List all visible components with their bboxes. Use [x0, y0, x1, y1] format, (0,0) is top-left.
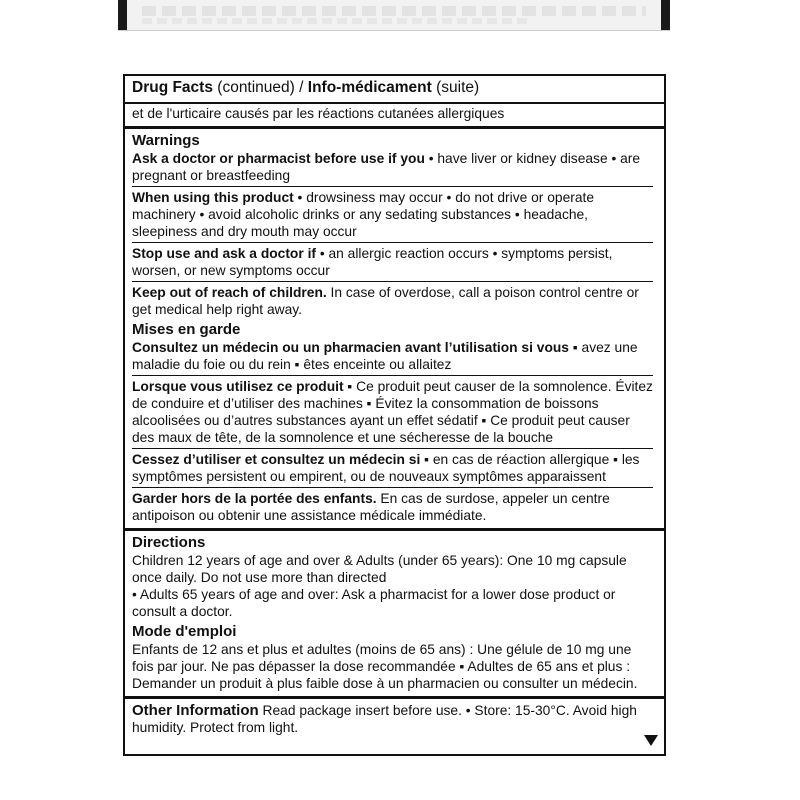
other-information: [132, 702, 653, 736]
warning-text: • an allergic reaction occurs • symptoms persist, worsen, or new symptoms occur: [132, 246, 613, 278]
warning-lead: When using this product: [132, 190, 294, 205]
directions-section: [125, 534, 664, 699]
other-information-text: Read package insert before use. • Store: 15-30°C. Avoid high humidity. Protect from light.: [132, 703, 637, 735]
warning-lead: Stop use and ask a doctor if: [132, 246, 316, 261]
mise-text: ▪ avez une maladie du foie ou du rein ▪ êtes enceinte ou allaitez: [132, 340, 638, 372]
info-medicament-title: Info-médicament: [307, 79, 432, 96]
warning-lead: Keep out of reach of children.: [132, 285, 327, 300]
carton-edge-left: [118, 0, 127, 30]
warning-keep-out-of-reach: [132, 284, 653, 318]
warning-ask-doctor: [132, 150, 653, 187]
warnings-section: [125, 132, 664, 318]
warning-when-using: [132, 189, 653, 243]
mise-lead: Lorsque vous utilisez ce produit: [132, 379, 344, 394]
mise-text: ▪ en cas de réaction allergique ▪ les symptômes persistent ou empirent, ou de nouveaux symptômes apparaissent: [132, 452, 640, 484]
mise-cessez: [132, 451, 653, 488]
header-slash: /: [299, 79, 304, 96]
faint-print-through: [142, 6, 646, 16]
uses-continuation: et de l'urticaire causés par les réactions cutanées allergiques: [125, 104, 664, 129]
mode-emploi-text: Enfants de 12 ans et plus et adultes (moins de 65 ans) : Une gélule de 10 mg une fois par jour. Ne pas dépasser la dose recommandée ▪ Adultes de 65 ans et plus : Demander un produit à plus faible dose à un pharmacien ou consulter un médecin.: [132, 642, 638, 691]
mises-en-garde-section: [125, 321, 664, 531]
suite-label: (suite): [436, 79, 480, 96]
drug-facts-header: [125, 76, 664, 104]
mise-consultez: [132, 339, 653, 376]
other-information-title: Other Information: [132, 702, 259, 719]
mode-emploi-title: Mode d'emploi: [132, 623, 237, 640]
other-information-section: [125, 702, 664, 736]
mise-lead: Consultez un médecin ou un pharmacien avant l’utilisation si vous: [132, 340, 569, 355]
mise-lorsque: [132, 378, 653, 449]
mises-en-garde-title: Mises en garde: [132, 321, 241, 338]
warning-text: • have liver or kidney disease • are pregnant or breastfeeding: [132, 151, 641, 183]
mise-lead: Garder hors de la portée des enfants.: [132, 491, 377, 506]
warning-lead: Ask a doctor or pharmacist before use if you: [132, 151, 425, 166]
directions-line-2: • Adults 65 years of age and over: Ask a pharmacist for a lower dose product or consult a doctor.: [132, 587, 616, 619]
continued-arrow-icon: [644, 735, 658, 746]
continued-label: (continued): [217, 79, 295, 96]
mise-text: ▪ Ce produit peut causer de la somnolence. Évitez de conduire et d’utiliser des machines ▪ Évitez la consommation de boissons alcoolisées ou d’autres substances ayant un effet sédatif ▪ Ce produit peut causer des maux de tête, de la somnolence et une sécheresse de la bouche: [132, 379, 653, 445]
directions-line-1: Children 12 years of age and over & Adults (under 65 years): One 10 mg capsule once daily. Do not use more than directed: [132, 553, 627, 585]
warning-text: In case of overdose, call a poison control centre or get medical help right away.: [132, 285, 639, 317]
carton-edge-right: [661, 0, 670, 30]
directions-title: Directions: [132, 534, 206, 551]
mise-text: En cas de surdose, appeler un centre antipoison ou obtenir une assistance médicale immédiate.: [132, 491, 610, 523]
mise-lead: Cessez d’utiliser et consultez un médecin si: [132, 452, 421, 467]
faint-print-through-2: [142, 18, 530, 24]
warnings-title: Warnings: [132, 132, 200, 149]
carton-top-flap: [118, 0, 670, 31]
drug-facts-title: Drug Facts: [132, 79, 213, 96]
warning-text: • drowsiness may occur • do not drive or operate machinery • avoid alcoholic drinks or any sedating substances • headache, sleepiness and dry mouth may occur: [132, 190, 595, 239]
drug-facts-panel: [123, 74, 666, 756]
warning-stop-use: [132, 245, 653, 282]
mise-garder: [132, 490, 653, 524]
